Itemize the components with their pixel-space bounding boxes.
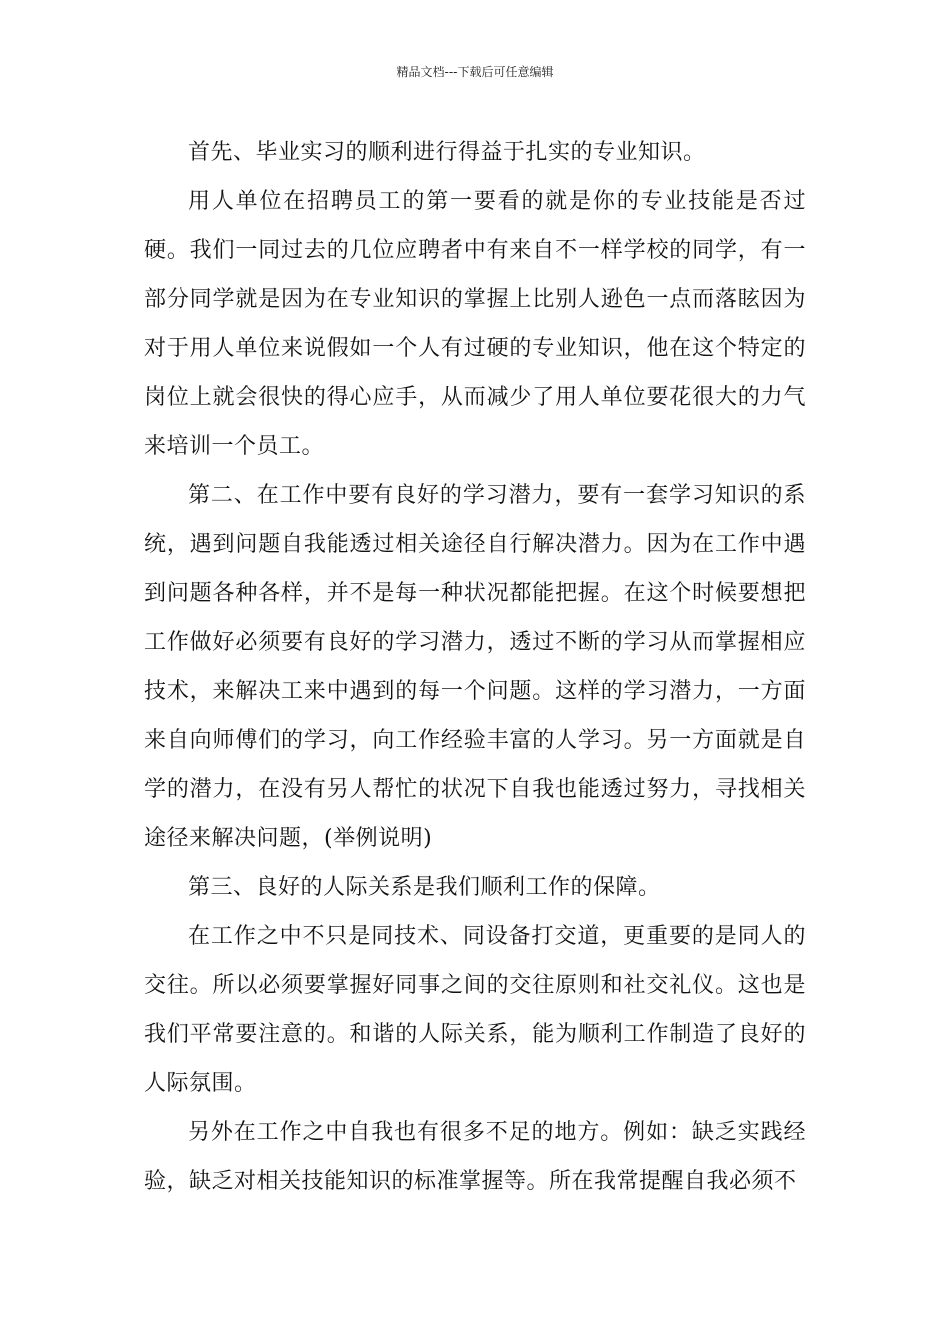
document-body [144,128,806,1206]
paragraph-1: 首先、毕业实习的顺利进行得益于扎实的专业知识。 [188,140,706,165]
paragraph-5: 在工作之中不只是同技术、同设备打交道，更重要的是同人的交往。所以必须要掌握好同事之间的交往原则和社交礼仪。这也是我们平常要注意的。和谐的人际关系，能为顺利工作制造了良好的人际氛围。 [144,924,806,1096]
paragraph-4: 第三、良好的人际关系是我们顺利工作的保障。 [188,875,661,900]
paragraph-2: 用人单位在招聘员工的第一要看的就是你的专业技能是否过硬。我们一同过去的几位应聘者中有来自不一样学校的同学，有一部分同学就是因为在专业知识的掌握上比别人逊色一点而落眩因为对于用人单位来说假如一个人有过硬的专业知识，他在这个特定的岗位上就会很快的得心应手，从而减少了用人单位要花很大的力气来培训一个员工。 [144,189,806,459]
paragraph-3: 第二、在工作中要有良好的学习潜力，要有一套学习知识的系统，遇到问题自我能透过相关途径自行解决潜力。因为在工作中遇到问题各种各样，并不是每一种状况都能把握。在这个时候要想把工作做好必须要有良好的学习潜力，透过不断的学习从而掌握相应技术，来解决工来中遇到的每一个问题。这样的学习潜力，一方面来自向师傅们的学习，向工作经验丰富的人学习。另一方面就是自学的潜力，在没有另人帮忙的状况下自我也能透过努力，寻找相关途径来解决问题，(举例说明) [144,483,806,851]
page-header: 精品文档---下载后可任意编辑 [396,65,554,79]
paragraph-6: 另外在工作之中自我也有很多不足的地方。例如：缺乏实践经验，缺乏对相关技能知识的标准掌握等。所在我常提醒自我必须不 [144,1120,806,1194]
